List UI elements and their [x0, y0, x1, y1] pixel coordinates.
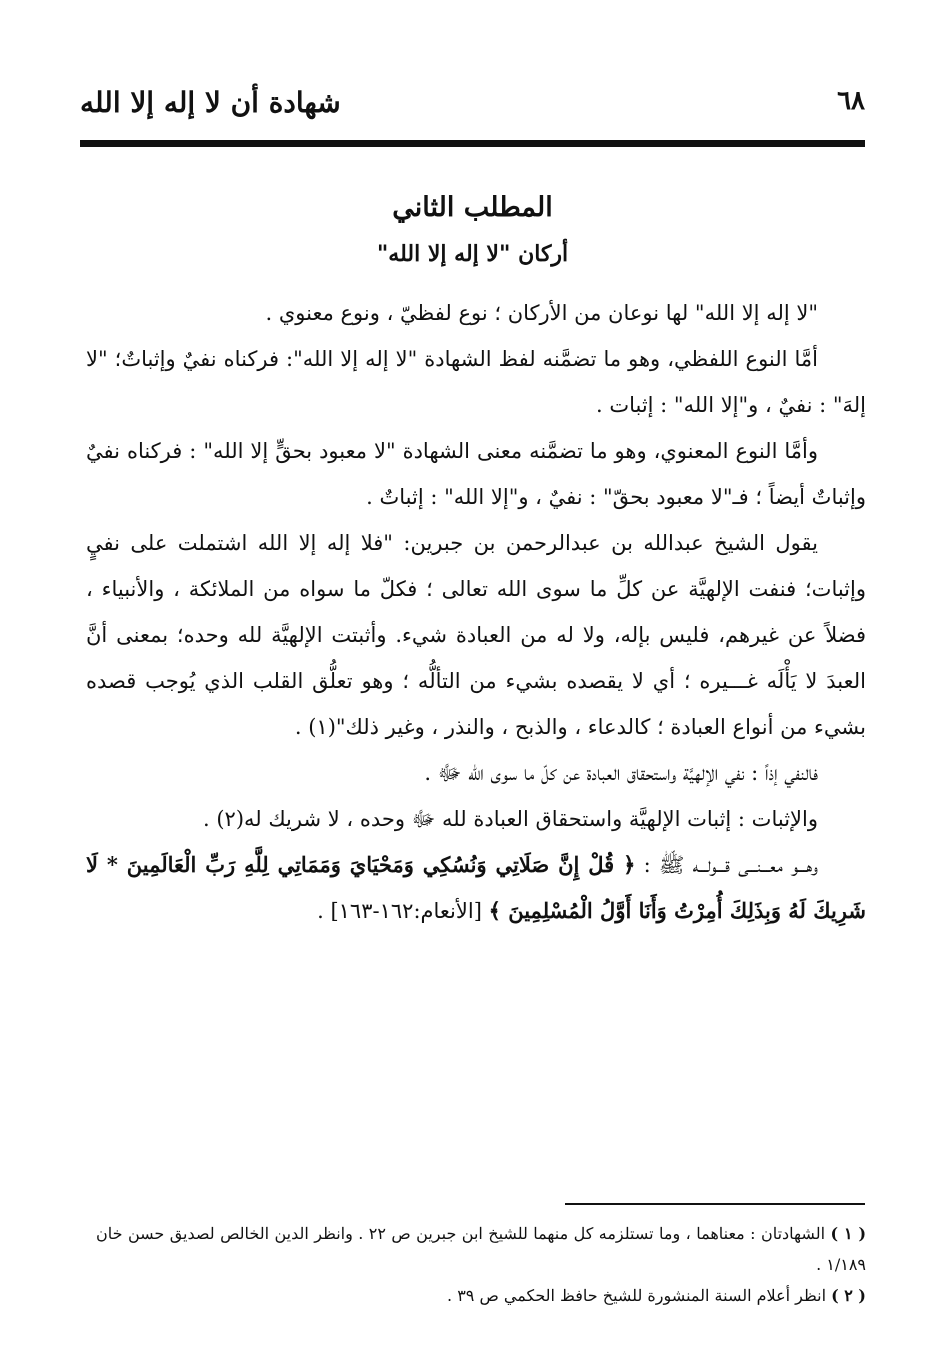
paragraph: يقول الشيخ عبدالله بن عبدالرحمن بن جبرين: "فلا إله إلا الله اشتملت على نفيٍ وإثبات؛ فنفت الإلهيَّة عن كلِّ ما سوى الله تعالى ؛ فكلّ ما سواه من الملائكة ، والأنبياء ، فضلاً عن غيرهم، فليس بإله، ولا له من العبادة شيء. وأثبتت الإلهيَّة لله وحده؛ بمعنى أنَّ العبدَ لا يَأْلَه غـــيره ؛ أي لا يقصده بشيء من التألُّه ؛ وهو تعلُّق القلب الذي يُوجب قصده بشيء من أنواع العبادة ؛ كالدعاء ، والذبح ، والنذر ، وغير ذلك"(١) . [86, 531, 866, 739]
footnote-rule [565, 1203, 865, 1205]
paragraph: "لا إله إلا الله" لها نوعان من الأركان ؛ نوع لفظيّ ، ونوع معنوي . [265, 301, 818, 325]
paragraph: وأمَّا النوع المعنوي، وهو ما تضمَّنه معنى الشهادة "لا معبود بحقٍّ إلا الله" : فركناه نفيٌ وإثباتٌ أيضاً ؛ فـ"لا معبود بحقّ" : نفيٌ ، و"إلا الله" : إثباتٌ . [86, 439, 866, 509]
header-rule [80, 140, 865, 147]
footnote [96, 1280, 866, 1311]
verse-reference: [الأنعام:١٦٢-١٦٣] . [317, 899, 482, 923]
footnotes [96, 1218, 866, 1311]
body-text [86, 290, 866, 934]
section-subtitle: أركان "لا إله إلا الله" [376, 241, 569, 267]
paragraph: والإثبات : إثبات الإلهيَّة واستحقاق العبادة لله ﷻ وحده ، لا شريك له(٢) . [202, 807, 818, 831]
verse-lead: وهـــو معـــنـــى قـــولـــه ﷺ : [643, 853, 818, 877]
running-header [80, 86, 865, 130]
footnote-text: الشهادتان : معناهما ، وما تستلزمه كل منهما للشيخ ابن جبرين ص ٢٢ . وانظر الدين الخالص لصديق حسن خان ١/١٨٩ . [96, 1224, 866, 1274]
section-title: المطلب الثاني [392, 192, 553, 223]
footnote-number: ( ٢ ) [831, 1286, 866, 1305]
paragraph: أمَّا النوع اللفظي، وهو ما تضمَّنه لفظ الشهادة "لا إله إلا الله": فركناه نفيٌ وإثباتٌ؛ "لا إلهَ" : نفيٌ ، و"إلا الله" : إثبات . [86, 347, 866, 417]
paragraph: فالنفي إذاً : نفي الإلهيَّة واستحقاق العبادة عن كلّ ما سوى الله ﷻ . [424, 761, 818, 785]
footnote [96, 1218, 866, 1280]
footnote-number: ( ١ ) [830, 1224, 867, 1243]
book-title: شهادة أن لا إله إلا الله [80, 86, 341, 119]
page-number: ٦٨ [837, 86, 865, 116]
footnote-text: انظر أعلام السنة المنشورة للشيخ حافظ الحكمي ص ٣٩ . [447, 1286, 827, 1305]
verse-paragraph [86, 842, 866, 934]
quran-verse: ﴿ قُلْ إِنَّ صَلَاتِي وَنُسُكِي وَمَحْيَايَ وَمَمَاتِي لِلَّهِ رَبِّ الْعَالَمِينَ * لَا شَرِيكَ لَهُ وَبِذَلِكَ أُمِرْتُ وَأَنَا أَوَّلُ الْمُسْلِمِينَ ﴾ [86, 852, 866, 923]
